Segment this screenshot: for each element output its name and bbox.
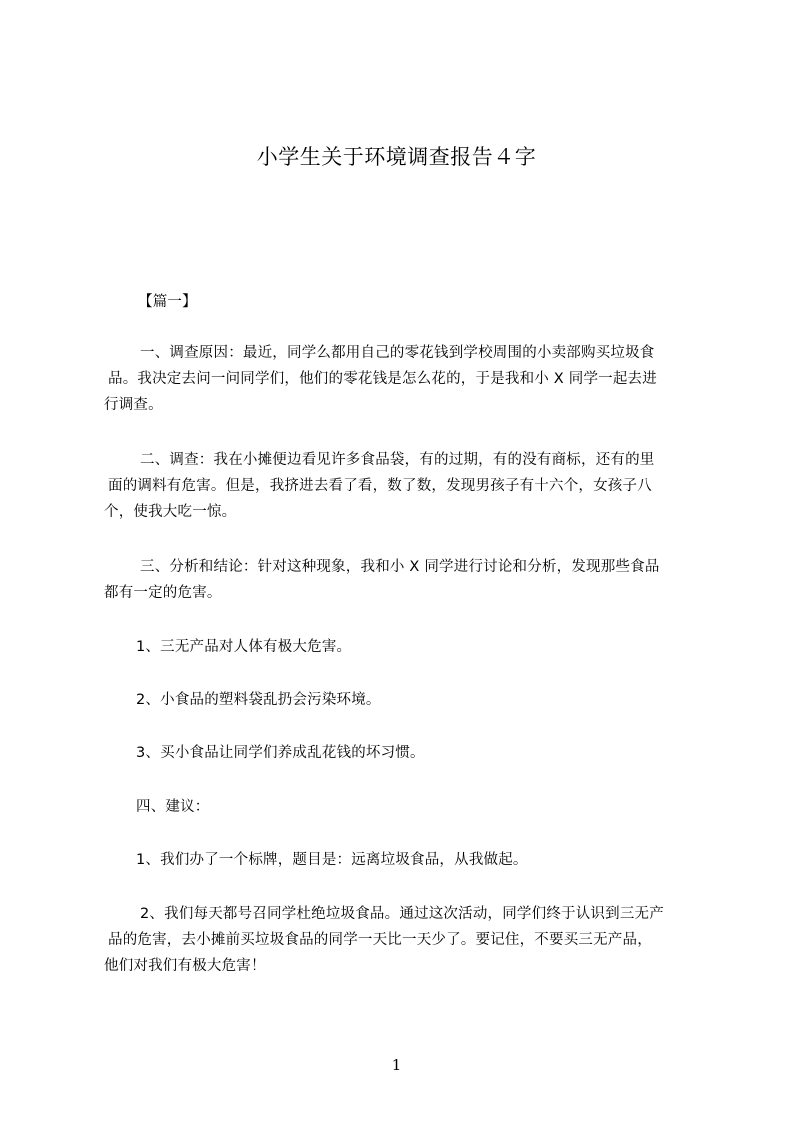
- text-line: 三、分析和结论：针对这种现象，我和小 X 同学进行讨论和分析，发现那些食品: [140, 559, 660, 575]
- list-item-suggestion-1: [136, 847, 736, 873]
- paragraph-survey-reason: [104, 340, 704, 418]
- page-number: 1: [391, 1056, 402, 1074]
- text-line: 3、买小食品让同学们养成乱花钱的坏习惯。: [136, 745, 425, 761]
- text-line: 一、调查原因：最近，同学么都用自己的零花钱到学校周围的小卖部购买垃圾食: [140, 345, 655, 361]
- paragraph-survey: [104, 447, 704, 525]
- text-line: 1、三无产品对人体有极大危害。: [136, 639, 352, 655]
- text-line: 面的调料有危害。但是，我挤进去看了看，数了数，发现男孩子有十六个，女孩子八: [108, 478, 652, 494]
- list-item-finding-3: [136, 740, 736, 766]
- list-item-suggestion-2: [104, 901, 704, 979]
- section-heading-suggestions: [136, 794, 736, 820]
- text-line: 【篇一】: [138, 294, 197, 310]
- text-line: 品的危害，去小摊前买垃圾食品的同学一天比一天少了。要记住，不要买三无产品，: [108, 932, 652, 948]
- text-line: 品。我决定去问一问同学们，他们的零花钱是怎么花的，于是我和小 X 同学一起去进: [108, 371, 657, 387]
- text-line: 2、我们每天都号召同学杜绝垃圾食品。通过这次活动，同学们终于认识到三无产: [140, 906, 664, 922]
- paragraph-analysis: [104, 554, 704, 606]
- text-line: 个，使我大吃一惊。: [104, 504, 237, 520]
- text-line: 2、小食品的塑料袋乱扔会污染环境。: [136, 692, 381, 708]
- text-line: 二、调查：我在小摊便边看见许多食品袋，有的过期，有的没有商标，还有的里: [140, 452, 655, 468]
- text-line: 都有一定的危害。: [104, 585, 222, 601]
- list-item-finding-2: [136, 687, 736, 713]
- text-line: 1、我们办了一个标牌，题目是：远离垃圾食品，从我做起。: [136, 852, 528, 868]
- text-line: 四、建议：: [136, 799, 210, 815]
- text-line: 行调查。: [104, 397, 163, 413]
- document-title: 小学生关于环境调查报告４字: [256, 145, 537, 169]
- section-heading-part-one: [138, 289, 738, 315]
- list-item-finding-1: [136, 634, 736, 660]
- text-line: 他们对我们有极大危害！: [104, 958, 266, 974]
